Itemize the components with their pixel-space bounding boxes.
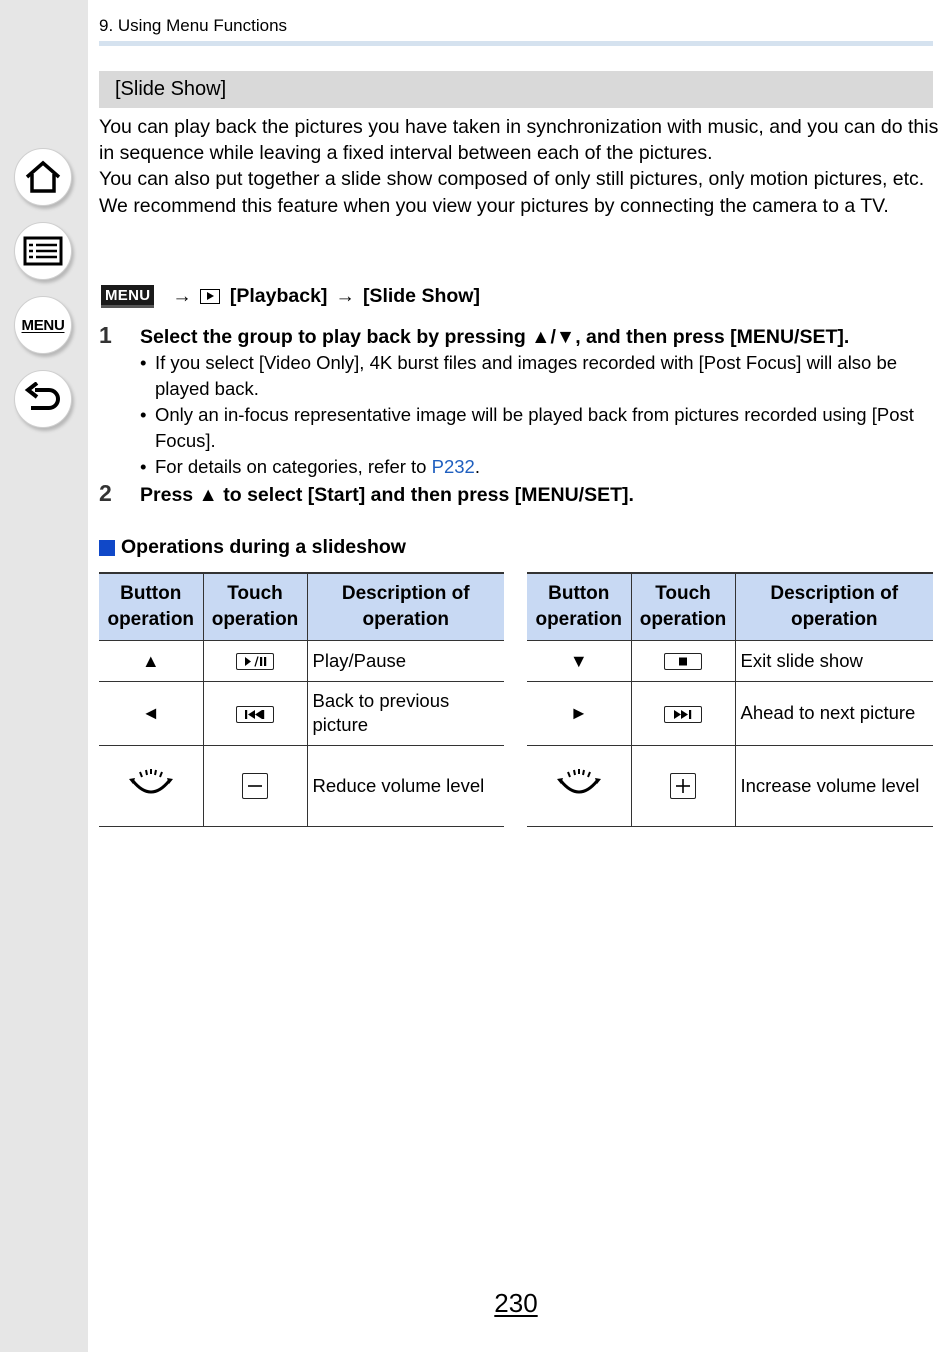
step-2 [99,480,634,507]
table-row [99,640,504,681]
step-1 [99,322,849,349]
intro-paragraph: We recommend this feature when you view your pictures by connecting the camera to a TV. [99,194,889,217]
note-item: • If you select [Video Only], 4K burst files and images recorded with [Post Focus] will also be played back. [140,350,930,402]
description-cell: Ahead to next picture [735,681,933,745]
back-arrow-icon [23,382,63,416]
down-arrow-icon: ▼ [569,650,588,671]
home-icon [23,159,63,195]
intro-text [99,114,939,219]
touch-cell [203,640,307,681]
menu-badge: MENU [101,285,154,308]
operations-title: Operations during a slideshow [121,536,406,558]
description-cell: Increase volume level [735,745,933,826]
touch-cell [631,681,735,745]
chapter-title: 9. Using Menu Functions [99,16,288,35]
plus-icon[interactable] [670,773,696,799]
arrow-icon: → [172,284,192,307]
stop-icon[interactable] [664,653,702,670]
table-row [99,681,504,745]
contents-button[interactable] [14,222,72,280]
step-1-notes [140,350,930,480]
touch-cell [203,745,307,826]
button-cell [99,745,203,826]
play-pause-icon[interactable] [236,653,274,670]
intro-paragraph: You can play back the pictures you have taken in synchronization with music, and you can do this in sequence while leaving a fixed interval between each of the pictures. [99,116,939,165]
button-cell [527,640,631,681]
table-row [99,745,504,826]
square-marker-icon [99,540,115,556]
table-header-row [527,573,933,640]
touch-cell [631,640,735,681]
back-button[interactable] [14,370,72,428]
up-arrow-icon: ▲ [141,650,160,671]
touch-cell [631,745,735,826]
header-description: Description of operation [307,573,504,640]
step-text: Press ▲ to select [Start] and then press [MENU/SET]. [140,484,634,506]
note-text [155,454,480,480]
skip-previous-icon[interactable] [236,706,274,723]
note-item: • Only an in-focus representative image will be played back from pictures recorded using [Post Focus]. [140,402,930,454]
path-playback: [Playback] [229,284,328,307]
arrow-icon: → [335,284,355,307]
operations-table-right [527,572,933,827]
header-divider [99,41,933,46]
header-button-operation: Button operation [99,573,203,640]
menu-list-button[interactable] [14,296,72,354]
step-number: 2 [99,480,112,506]
home-button[interactable] [14,148,72,206]
header-touch-operation: Touch operation [203,573,307,640]
minus-icon[interactable] [242,773,268,799]
dial-icon [556,767,602,799]
header-button-operation: Button operation [527,573,631,640]
button-cell [527,745,631,826]
button-cell [99,640,203,681]
dial-icon [128,767,174,799]
path-slide-show: [Slide Show] [362,284,480,307]
description-cell: Exit slide show [735,640,933,681]
table-header-row [99,573,504,640]
page-number: 230 [494,1288,538,1318]
table-row [527,640,933,681]
description-cell: Reduce volume level [307,745,504,826]
playback-icon [200,289,220,304]
list-icon [23,236,63,266]
table-row [527,681,933,745]
header-touch-operation: Touch operation [631,573,735,640]
section-title: [Slide Show] [115,78,227,100]
sidebar [0,0,88,1352]
step-text: Select the group to play back by pressing ▲/▼, and then press [MENU/SET]. [140,326,850,348]
operations-heading [99,536,406,559]
left-arrow-icon: ◄ [141,703,160,723]
button-cell [527,681,631,745]
description-cell: Play/Pause [307,640,504,681]
note-text-prefix: For details on categories, refer to [155,456,432,477]
touch-cell [203,681,307,745]
description-cell: Back to previous picture [307,681,504,745]
note-text: Only an in-focus representative image will be played back from pictures recorded using [Post Focus]. [155,404,914,451]
table-row [527,745,933,826]
menu-label: MENU [21,316,65,334]
note-text-suffix: . [474,456,480,477]
note-item: • For details on categories, refer to P232. [140,454,930,480]
intro-paragraph: You can also put together a slide show composed of only still pictures, only motion pictures, etc. [99,168,925,191]
header-description: Description of operation [735,573,933,640]
right-arrow-icon: ► [569,703,588,723]
note-text: If you select [Video Only], 4K burst files and images recorded with [Post Focus] will also be played back. [155,352,898,399]
skip-next-icon[interactable] [664,706,702,723]
menu-path [101,283,480,309]
step-number: 1 [99,322,112,348]
button-cell [99,681,203,745]
operations-table-left [99,572,504,827]
section-header [99,71,933,108]
page-link[interactable]: P232 [431,456,475,477]
